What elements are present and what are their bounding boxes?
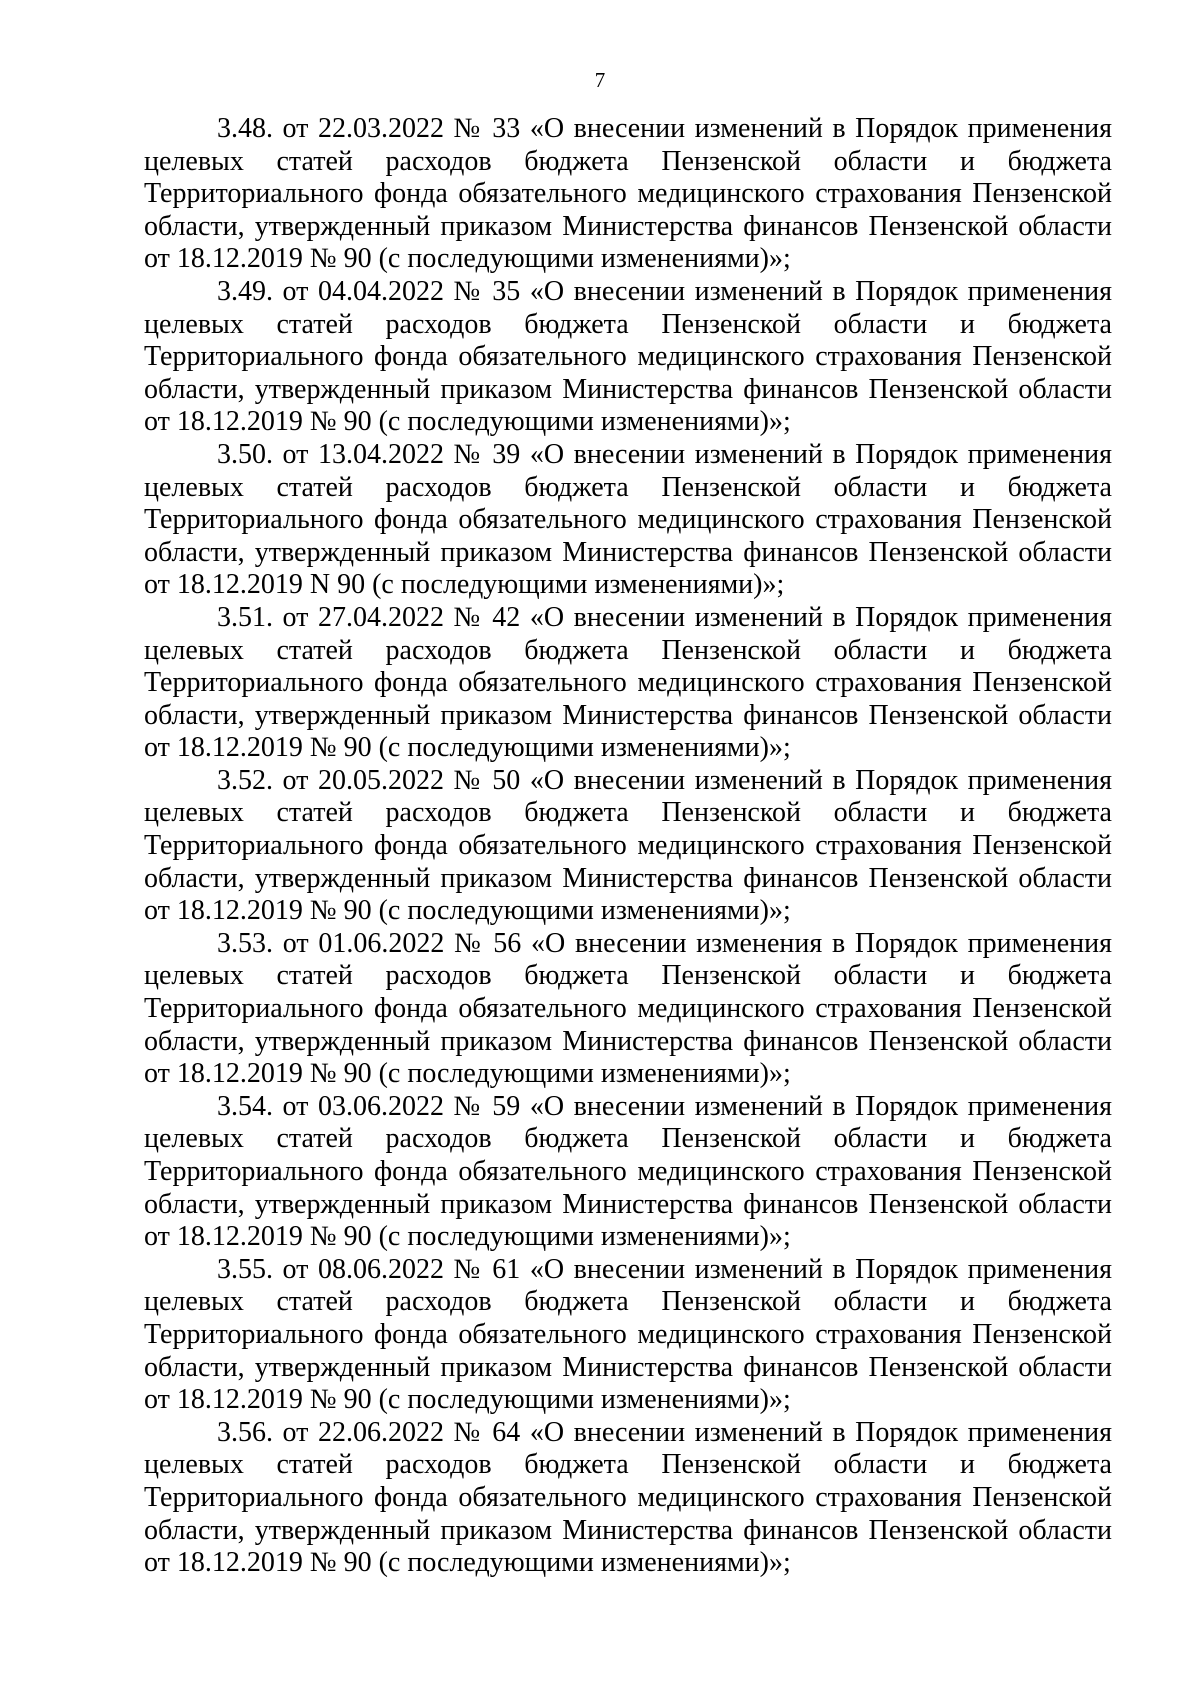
amendment-text-line: Территориального фонда обязательного медицинского страхования Пензенской [144,504,1112,536]
amendment-item [144,765,1112,928]
amendment-text-line: области, утвержденный приказом Министерства финансов Пензенской области [144,1025,1112,1057]
amendment-text-line: 3.55. от 08.06.2022 № 61 «О внесении изменений в Порядок применения [217,1253,1112,1285]
amendment-text-line: от 18.12.2019 № 90 (с последующими изменениями)»; [144,1547,791,1579]
amendment-text-line: от 18.12.2019 № 90 (с последующими изменениями)»; [144,732,791,764]
amendment-text-line: Территориального фонда обязательного медицинского страхования Пензенской [144,1318,1112,1350]
amendment-text-line: Территориального фонда обязательного медицинского страхования Пензенской [144,667,1112,699]
amendment-item [144,1091,1112,1254]
amendment-text-line: от 18.12.2019 № 90 (с последующими изменениями)»; [144,1221,791,1253]
amendment-text-line: от 18.12.2019 № 90 (с последующими изменениями)»; [144,243,791,275]
amendment-text-line: 3.50. от 13.04.2022 № 39 «О внесении изменений в Порядок применения [217,438,1112,470]
amendment-text-line: области, утвержденный приказом Министерства финансов Пензенской области [144,699,1112,731]
amendment-text-line: от 18.12.2019 № 90 (с последующими изменениями)»; [144,1058,791,1090]
amendment-text-line: Территориального фонда обязательного медицинского страхования Пензенской [144,830,1112,862]
amendment-text-line: Территориального фонда обязательного медицинского страхования Пензенской [144,178,1112,210]
amendment-text-line: области, утвержденный приказом Министерства финансов Пензенской области [144,373,1112,405]
amendment-text-line: целевых статей расходов бюджета Пензенской области и бюджета [144,145,1112,177]
amendment-text-line: Территориального фонда обязательного медицинского страхования Пензенской [144,341,1112,373]
amendment-text-line: 3.53. от 01.06.2022 № 56 «О внесении изменения в Порядок применения [217,927,1112,959]
amendment-text-line: целевых статей расходов бюджета Пензенской области и бюджета [144,1449,1112,1481]
amendment-text-line: области, утвержденный приказом Министерства финансов Пензенской области [144,862,1112,894]
amendment-text-line: Территориального фонда обязательного медицинского страхования Пензенской [144,1156,1112,1187]
amendment-item [144,439,1112,602]
amendment-text-line: 3.54. от 03.06.2022 № 59 «О внесении изменений в Порядок применения [217,1090,1112,1122]
amendment-list [144,113,1112,1580]
amendment-text-line: 3.52. от 20.05.2022 № 50 «О внесении изменений в Порядок применения [217,764,1112,796]
amendment-text-line: 3.48. от 22.03.2022 № 33 «О внесении изменений в Порядок применения [217,113,1112,144]
amendment-text-line: от 18.12.2019 № 90 (с последующими изменениями)»; [144,1384,791,1416]
amendment-text-line: от 18.12.2019 № 90 (с последующими изменениями)»; [144,406,791,438]
amendment-text-line: целевых статей расходов бюджета Пензенской области и бюджета [144,960,1112,992]
amendment-text-line: от 18.12.2019 № 90 (с последующими изменениями)»; [144,895,791,927]
amendment-text-line: области, утвержденный приказом Министерства финансов Пензенской области [144,1351,1112,1383]
amendment-text-line: целевых статей расходов бюджета Пензенской области и бюджета [144,308,1112,340]
amendment-text-line: области, утвержденный приказом Министерства финансов Пензенской области [144,1514,1112,1546]
amendment-text-line: 3.49. от 04.04.2022 № 35 «О внесении изменений в Порядок применения [217,275,1112,307]
amendment-text-line: целевых статей расходов бюджета Пензенской области и бюджета [144,797,1112,829]
page-number: 7 [594,68,606,92]
document-body [144,113,1112,1580]
amendment-text-line: целевых статей расходов бюджета Пензенской области и бюджета [144,1123,1112,1155]
amendment-text-line: целевых статей расходов бюджета Пензенской области и бюджета [144,634,1112,666]
amendment-item [144,276,1112,439]
amendment-item [144,1254,1112,1417]
amendment-text-line: Территориального фонда обязательного медицинского страхования Пензенской [144,993,1112,1025]
amendment-text-line: целевых статей расходов бюджета Пензенской области и бюджета [144,471,1112,503]
amendment-item [144,113,1112,276]
amendment-text-line: области, утвержденный приказом Министерства финансов Пензенской области [144,1188,1112,1220]
amendment-text-line: области, утвержденный приказом Министерства финансов Пензенской области [144,210,1112,242]
amendment-item [144,602,1112,765]
amendment-text-line: 3.51. от 27.04.2022 № 42 «О внесении изменений в Порядок применения [217,601,1112,633]
amendment-item [144,1417,1112,1580]
amendment-text-line: Территориального фонда обязательного медицинского страхования Пензенской [144,1481,1112,1513]
amendment-item [144,928,1112,1091]
amendment-text-line: области, утвержденный приказом Министерства финансов Пензенской области [144,536,1112,568]
amendment-text-line: целевых статей расходов бюджета Пензенской области и бюджета [144,1286,1112,1318]
amendment-text-line: 3.56. от 22.06.2022 № 64 «О внесении изменений в Порядок применения [217,1416,1112,1448]
amendment-text-line: от 18.12.2019 N 90 (с последующими изменениями)»; [144,569,785,601]
